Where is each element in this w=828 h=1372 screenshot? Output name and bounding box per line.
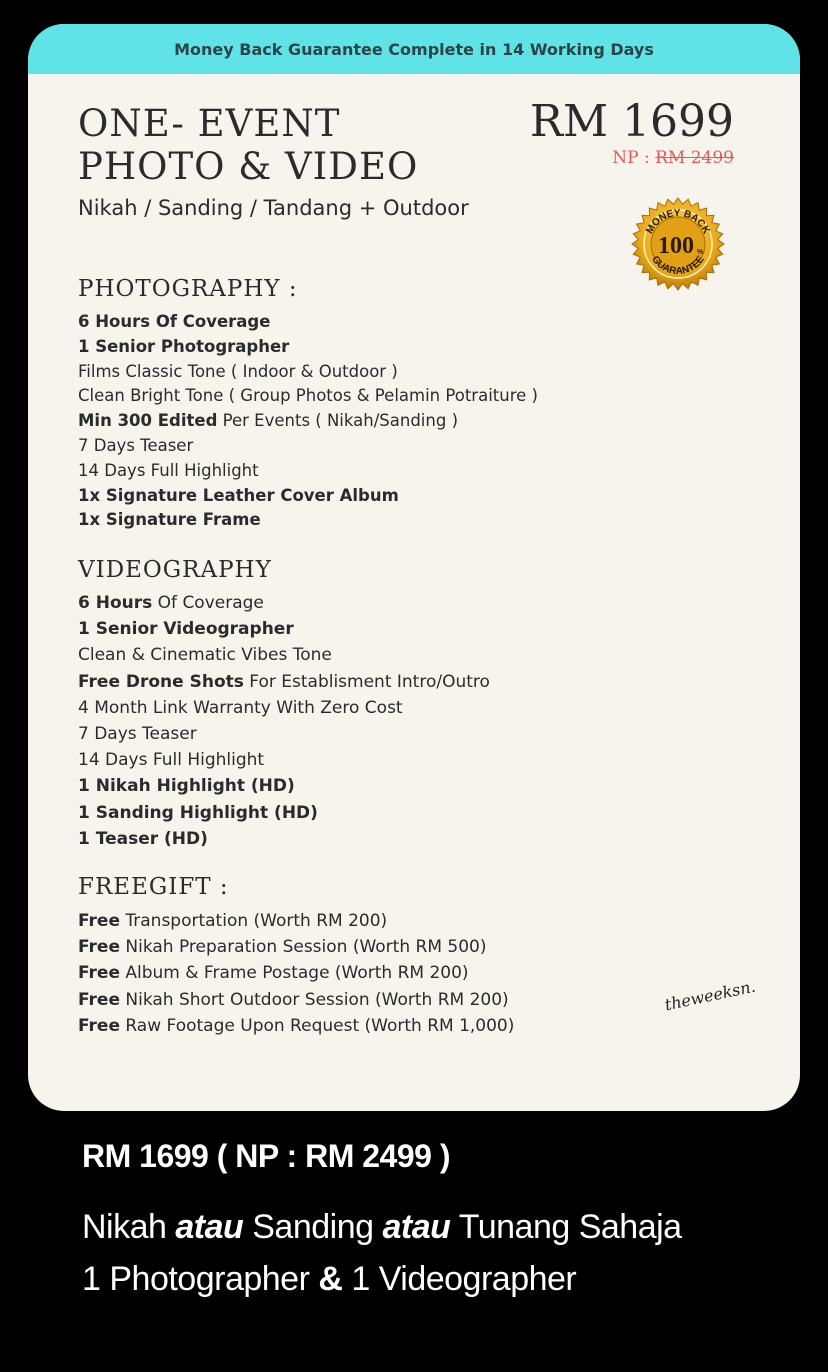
videography-item xyxy=(78,721,490,747)
freegift-item-bold: Free xyxy=(78,937,120,958)
package-subtitle: Nikah / Sanding / Tandang + Outdoor xyxy=(78,196,469,220)
photography-list xyxy=(78,310,538,533)
photography-item xyxy=(78,310,538,335)
package-price: RM 1699 xyxy=(529,96,734,147)
videography-item-bold: 1 Teaser (HD) xyxy=(78,828,208,849)
videography-item xyxy=(78,773,490,799)
videography-item-bold: 1 Sanding Highlight (HD) xyxy=(78,802,318,823)
freegift-item-bold: Free xyxy=(78,1015,120,1036)
photography-item-bold: 6 Hours Of Coverage xyxy=(78,312,271,331)
events-text-d: atau xyxy=(382,1208,451,1246)
np-old-price: RM 2499 xyxy=(655,148,734,168)
videography-item xyxy=(78,747,490,773)
badge-bottom-text: GUARANTEE xyxy=(649,254,707,278)
photography-item xyxy=(78,484,538,509)
photography-item xyxy=(78,459,538,484)
freegift-item xyxy=(78,908,514,934)
title-line-2: PHOTO & VIDEO xyxy=(78,145,419,188)
events-text-c: Sanding xyxy=(243,1208,383,1246)
bottom-line-crew xyxy=(82,1260,576,1299)
photography-item xyxy=(78,360,538,385)
freegift-item-bold: Free xyxy=(78,963,120,984)
videography-item xyxy=(78,826,490,852)
events-text-a: Nikah xyxy=(82,1208,176,1246)
title-line-1: ONE- EVENT xyxy=(78,102,341,145)
videography-item-bold: 1 Nikah Highlight (HD) xyxy=(78,776,295,797)
freegift-item xyxy=(78,934,514,960)
videography-item-bold: Free Drone Shots xyxy=(78,671,244,692)
freegift-item-text: Raw Footage Upon Request (Worth RM 1,000) xyxy=(119,1015,515,1036)
freegift-heading: FREEGIFT : xyxy=(78,874,229,900)
videography-item-text: For Establisment Intro/Outro xyxy=(243,671,490,692)
freegift-item-text: Transportation (Worth RM 200) xyxy=(119,911,388,931)
photography-item xyxy=(78,434,538,459)
photography-item-text: 7 Days Teaser xyxy=(78,435,194,455)
videography-item-text: Clean & Cinematic Vibes Tone xyxy=(78,645,332,666)
photography-item-bold: 1x Signature Leather Cover Album xyxy=(78,485,399,505)
videography-item-text: 14 Days Full Highlight xyxy=(78,750,265,771)
videography-heading: VIDEOGRAPHY xyxy=(78,557,272,583)
videography-item xyxy=(78,590,490,616)
freegift-item-text: Nikah Short Outdoor Session (Worth RM 200) xyxy=(119,989,509,1010)
videography-list xyxy=(78,590,490,852)
photography-item-text: 14 Days Full Highlight xyxy=(78,460,259,480)
videography-item xyxy=(78,695,490,721)
freegift-item-bold: Free xyxy=(78,911,120,931)
normal-price xyxy=(612,148,734,168)
photography-item-bold: 1x Signature Frame xyxy=(78,510,261,530)
np-label: NP : xyxy=(612,148,656,168)
photography-item-bold: 1 Senior Photographer xyxy=(78,336,290,356)
videography-item xyxy=(78,642,490,668)
guarantee-banner: Money Back Guarantee Complete in 14 Working Days xyxy=(28,24,800,74)
badge-top-text: MONEY BACK xyxy=(644,207,712,236)
crew-text-c: 1 Videographer xyxy=(342,1260,577,1298)
videography-item-text: Of Coverage xyxy=(152,593,264,613)
events-text-e: Tunang Sahaja xyxy=(450,1208,682,1246)
photography-item xyxy=(78,384,538,409)
freegift-item-text: Nikah Preparation Session (Worth RM 500) xyxy=(119,937,487,958)
videography-item-text: 4 Month Link Warranty With Zero Cost xyxy=(78,697,403,718)
bottom-price-line: RM 1699 ( NP : RM 2499 ) xyxy=(82,1138,450,1174)
freegift-item xyxy=(78,1013,514,1039)
photography-item xyxy=(78,508,538,533)
money-back-guarantee-icon xyxy=(620,192,736,296)
freegift-item xyxy=(78,960,514,986)
videography-item xyxy=(78,800,490,826)
photography-item-text: Films Classic Tone ( Indoor & Outdoor ) xyxy=(78,361,398,381)
package-title xyxy=(78,102,418,188)
photography-item xyxy=(78,409,538,434)
freegift-item xyxy=(78,987,514,1013)
photography-item-bold: Min 300 Edited xyxy=(78,411,218,431)
badge-center-text: 100 xyxy=(658,233,694,259)
crew-text-a: 1 Photographer xyxy=(82,1260,319,1298)
videography-item-text: 7 Days Teaser xyxy=(78,724,197,745)
freegift-list xyxy=(78,908,514,1039)
freegift-item-bold: Free xyxy=(78,989,120,1010)
badge-pct-text: % xyxy=(697,249,704,256)
videography-item-bold: 6 Hours xyxy=(78,593,153,613)
photography-heading: PHOTOGRAPHY : xyxy=(78,276,298,302)
events-text-b: atau xyxy=(175,1208,244,1246)
videography-item xyxy=(78,669,490,695)
crew-text-b: & xyxy=(318,1260,343,1298)
bottom-line-events xyxy=(82,1208,682,1247)
signature: theweeksn. xyxy=(663,976,758,1015)
package-card xyxy=(28,24,800,1111)
freegift-item-text: Album & Frame Postage (Worth RM 200) xyxy=(119,963,469,984)
videography-item-bold: 1 Senior Videographer xyxy=(78,619,294,640)
photography-item-text: Per Events ( Nikah/Sanding ) xyxy=(217,411,459,431)
videography-item xyxy=(78,616,490,642)
photography-item xyxy=(78,335,538,360)
photography-item-text: Clean Bright Tone ( Group Photos & Pelamin Potraiture ) xyxy=(78,386,538,406)
